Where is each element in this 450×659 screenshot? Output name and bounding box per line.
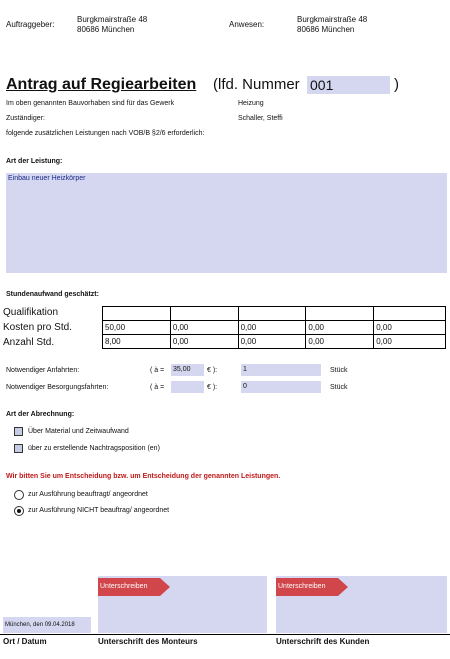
client-street: Burgkmairstraße 48	[77, 15, 148, 24]
decision-yes-label: zur Ausführung beauftragt/ angeordnet	[28, 491, 148, 498]
property-address	[297, 15, 367, 35]
errands-rate-field[interactable]	[171, 381, 204, 393]
row-label-qualification: Qualifikation	[3, 307, 59, 318]
table-cell[interactable]: 8,00	[103, 335, 171, 349]
decision-no-radio[interactable]	[14, 506, 24, 518]
number-close: )	[394, 76, 399, 93]
property-label: Anwesen:	[229, 20, 265, 29]
billing-option-supplement[interactable]	[14, 444, 23, 455]
client-city: 80686 München	[77, 25, 135, 34]
customer-caption: Unterschrift des Kunden	[276, 637, 370, 646]
date-caption: Ort / Datum	[3, 637, 47, 646]
journeys-rate-field[interactable]: 35,00	[171, 364, 204, 376]
customer-sign-label: Unterschreiben	[278, 583, 326, 590]
table-cell[interactable]: 0,00	[238, 335, 306, 349]
service-textarea[interactable]: Einbau neuer Heizkörper	[6, 173, 447, 273]
table-row	[103, 307, 446, 321]
journeys-rate-prefix: ( à =	[150, 367, 165, 374]
billing-option-material[interactable]	[14, 427, 23, 438]
table-cell[interactable]	[170, 307, 238, 321]
errands-label: Notwendiger Besorgungsfahrten:	[6, 384, 109, 391]
table-row	[103, 335, 446, 349]
responsible-value: Schaller, Steffi	[238, 115, 283, 122]
row-label-cost: Kosten pro Std.	[3, 322, 72, 333]
intro-vob-line: folgende zusätzlichen Leistungen nach VOB/B §2/6 erforderlich:	[6, 130, 205, 137]
row-label-count: Anzahl Std.	[3, 337, 55, 348]
page-title: Antrag auf Regiearbeiten	[6, 76, 197, 93]
table-cell[interactable]: 50,00	[103, 321, 171, 335]
journeys-rate-suffix: € ):	[207, 367, 218, 374]
billing-option-supplement-label: über zu erstellende Nachtragsposition (en)	[28, 445, 160, 452]
table-cell[interactable]: 0,00	[170, 321, 238, 335]
journeys-count-field[interactable]: 1	[241, 364, 321, 376]
table-cell[interactable]: 0,00	[374, 321, 446, 335]
journeys-unit: Stück	[330, 367, 348, 374]
decision-no-label: zur Ausführung NICHT beauftrag/ angeordnet	[28, 507, 170, 514]
property-city: 80686 München	[297, 25, 355, 34]
decision-yes-radio[interactable]	[14, 490, 24, 502]
table-cell[interactable]: 0,00	[306, 321, 374, 335]
errands-rate-suffix: € ):	[207, 384, 218, 391]
client-address	[77, 15, 147, 35]
number-label: (lfd. Nummer	[213, 76, 300, 93]
table-cell[interactable]	[374, 307, 446, 321]
date-value: München, den 09.04.2018	[5, 622, 75, 628]
errands-unit: Stück	[330, 384, 348, 391]
trade-value: Heizung	[238, 100, 264, 107]
table-cell[interactable]	[103, 307, 171, 321]
hours-row-labels	[3, 306, 72, 351]
hours-label: Stundenaufwand geschätzt:	[6, 291, 99, 298]
table-row	[103, 321, 446, 335]
table-cell[interactable]: 0,00	[306, 335, 374, 349]
table-cell[interactable]: 0,00	[238, 321, 306, 335]
number-field[interactable]: 001	[307, 76, 390, 94]
billing-label: Art der Abrechnung:	[6, 411, 75, 418]
service-label: Art der Leistung:	[6, 158, 63, 165]
client-label: Auftraggeber:	[6, 20, 55, 29]
responsible-label: Zuständiger:	[6, 115, 45, 122]
table-cell[interactable]	[306, 307, 374, 321]
fitter-sign-label: Unterschreiben	[100, 583, 148, 590]
signature-divider	[0, 634, 450, 635]
radio-button[interactable]	[14, 490, 24, 500]
checkbox[interactable]	[14, 427, 23, 436]
journeys-label: Notwendiger Anfahrten:	[6, 367, 80, 374]
hours-table	[102, 306, 446, 349]
property-street: Burgkmairstraße 48	[297, 15, 368, 24]
errands-rate-prefix: ( à =	[150, 384, 165, 391]
checkbox[interactable]	[14, 444, 23, 453]
billing-option-material-label: Über Material und Zeitwaufwand	[28, 428, 129, 435]
table-cell[interactable]: 0,00	[170, 335, 238, 349]
table-cell[interactable]: 0,00	[374, 335, 446, 349]
table-cell[interactable]	[238, 307, 306, 321]
errands-count-field[interactable]: 0	[241, 381, 321, 393]
intro-line: Im oben genannten Bauvorhaben sind für das Gewerk	[6, 100, 175, 107]
fitter-caption: Unterschrift des Monteurs	[98, 637, 198, 646]
decision-prompt: Wir bitten Sie um Entscheidung bzw. um Entscheidung der genannten Leistungen.	[6, 473, 281, 480]
radio-button[interactable]	[14, 506, 24, 516]
